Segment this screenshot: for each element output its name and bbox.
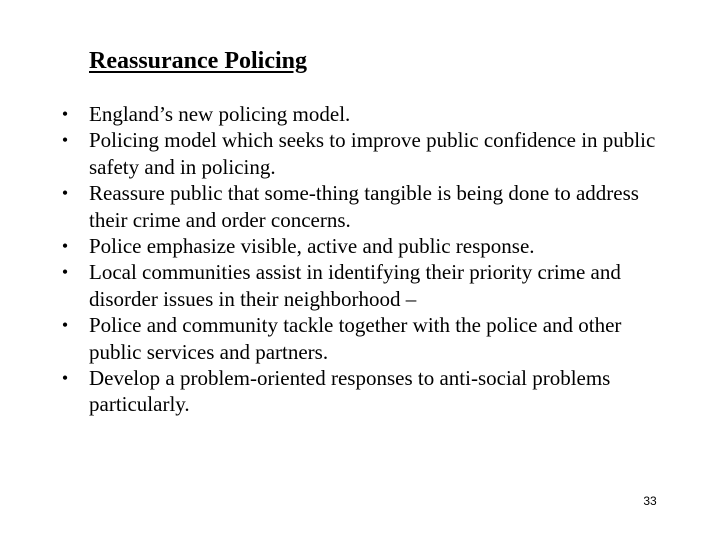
bullet-item (55, 365, 675, 418)
bullet-text: Police and community tackle together with the police and other public services and partners. (89, 313, 622, 364)
bullet-icon: • (61, 104, 69, 124)
bullet-item (55, 101, 675, 127)
slide-title: Reassurance Policing (89, 48, 307, 74)
bullet-text: Policing model which seeks to improve public confidence in public safety and in policing. (89, 128, 656, 179)
page-number: 33 (643, 494, 657, 508)
bullet-text: Reassure public that some-thing tangible is being done to address their crime and order concerns. (89, 181, 639, 232)
bullet-icon: • (61, 262, 69, 283)
bullet-item (55, 233, 675, 259)
bullet-text: Develop a problem-oriented responses to anti-social problems particularly. (89, 366, 611, 417)
bullet-item (55, 259, 675, 312)
bullet-list (55, 101, 675, 418)
bullet-text: Police emphasize visible, active and public response. (89, 234, 535, 259)
bullet-text: Local communities assist in identifying their priority crime and disorder issues in their neighborhood – (89, 260, 621, 311)
bullet-item (55, 180, 675, 233)
bullet-text: England’s new policing model. (89, 102, 351, 126)
bullet-icon: • (61, 315, 69, 336)
bullet-item (55, 127, 675, 180)
bullet-icon: • (61, 130, 69, 151)
bullet-icon: • (61, 368, 69, 389)
bullet-icon: • (61, 183, 69, 204)
bullet-item (55, 312, 675, 365)
bullet-icon: • (61, 236, 69, 257)
